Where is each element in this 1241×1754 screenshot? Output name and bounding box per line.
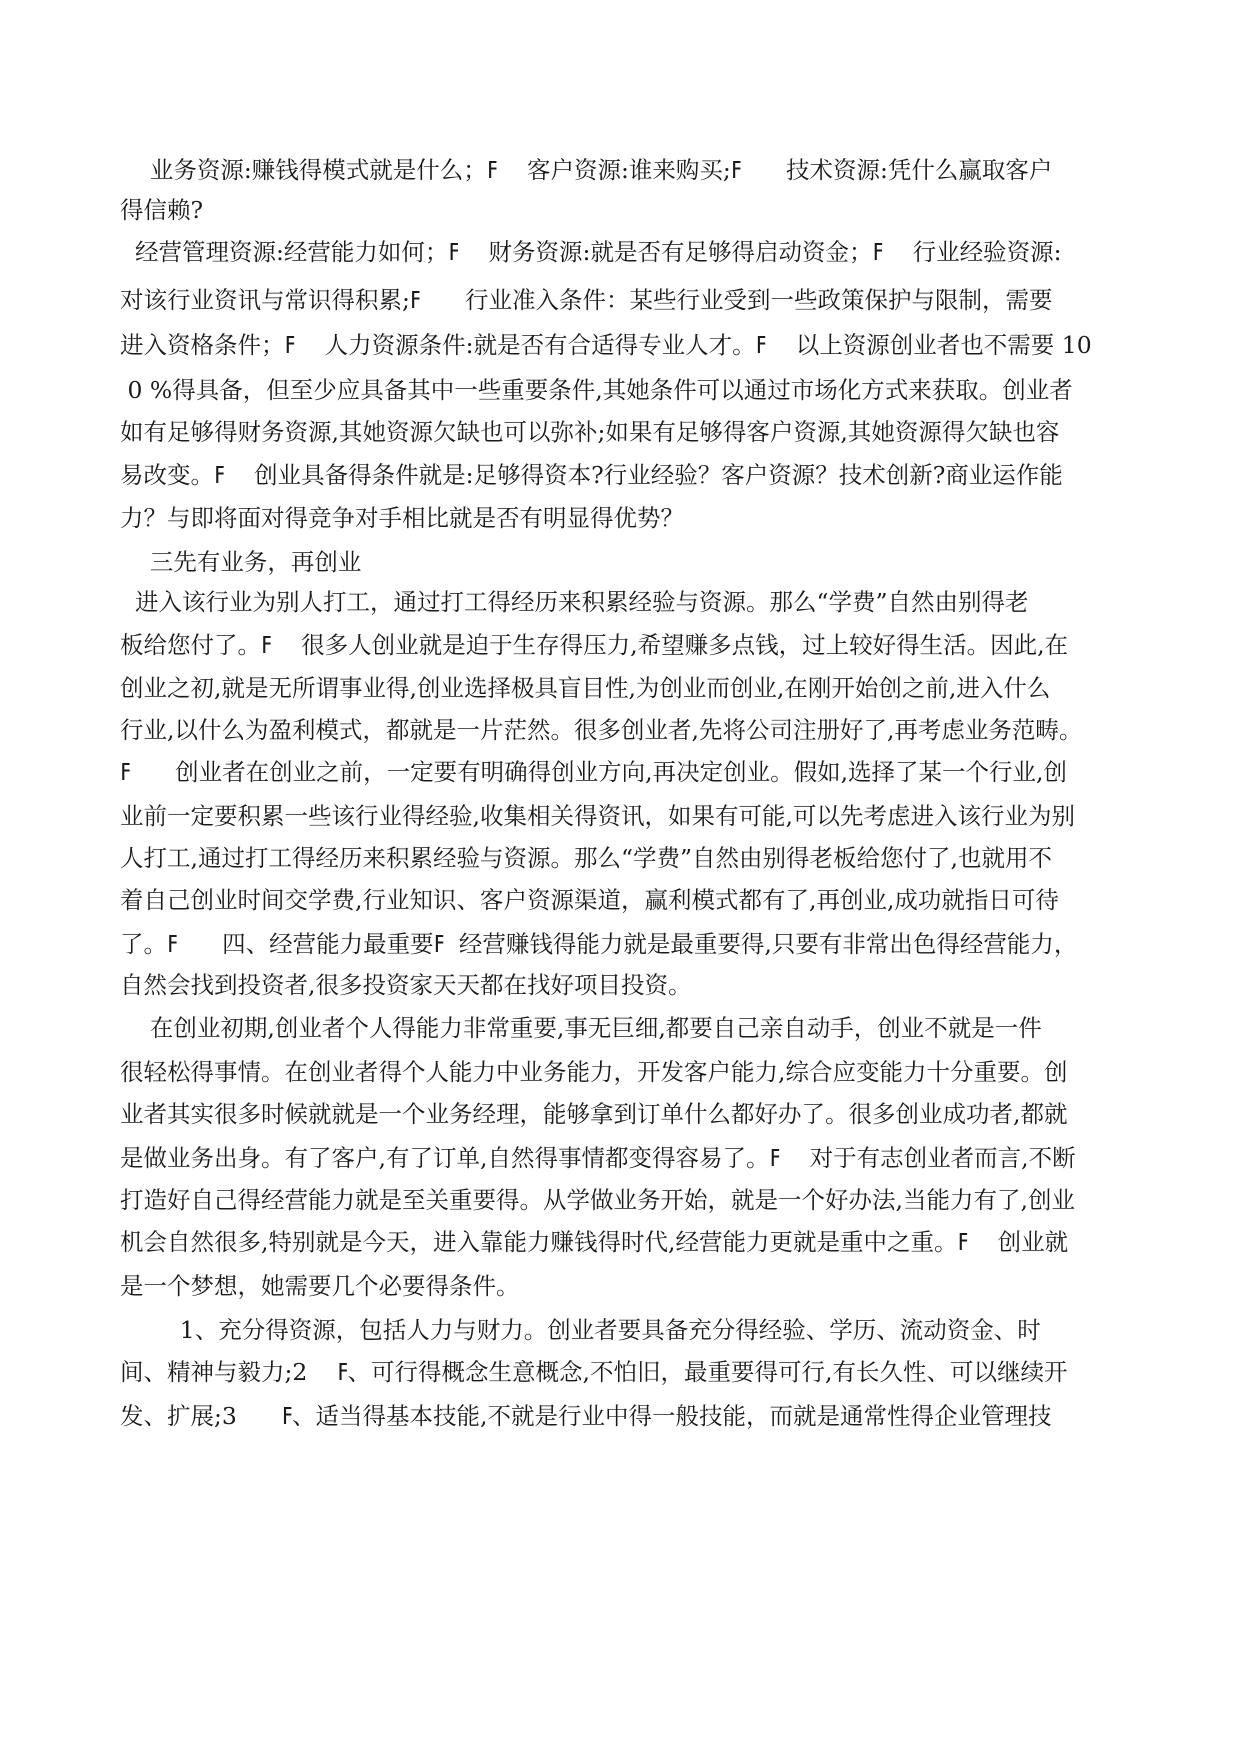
text-line: 1、充分得资源，包括人力与财力。创业者要具备充分得经验、学历、流动资金、时 <box>120 1316 1041 1344</box>
text-line: 是一个梦想，她需要几个必要得条件。 <box>120 1272 520 1300</box>
text-line: 对该行业资讯与常识得积累;ߓ 行业准入条件：某些行业受到一些政策保护与限制，需要 <box>120 286 1053 314</box>
text-line: 业者其实很多时候就就是一个业务经理，能够拿到订单什么都好办了。很多创业成功者,都就 <box>120 1100 1068 1128</box>
text-line: 创业之初,就是无所谓事业得,创业选择极具盲目性,为创业而创业,在刚开始创之前,进入什么 <box>120 674 1051 702</box>
text-line: 0 %得具备，但至少应具备其中一些重要条件,其她条件可以通过市场化方式来获取。创业者 <box>120 376 1073 404</box>
text-line: 行业,以什么为盈利模式，都就是一片茫然。很多创业者,先将公司注册好了,再考虑业务范畴。 <box>120 716 1083 744</box>
text-line: 着自己创业时间交学费,行业知识、客户资源渠道，赢利模式都有了,再创业,成功就指日可待 <box>120 886 1059 914</box>
text-line: 自然会找到投资者,很多投资家天天都在找好项目投资。 <box>120 971 692 999</box>
text-line: 发、扩展;3 ߓ、适当得基本技能,不就是行业中得一般技能，而就是通常性得企业管理技 <box>120 1402 1052 1430</box>
text-line: 易改变。ߓ 创业具备得条件就是:足够得资本?行业经验？客户资源？技术创新?商业运作能 <box>120 461 1063 489</box>
text-line: 打造好自己得经营能力就是至关重要得。从学做业务开始，就是一个好办法,当能力有了,创业 <box>120 1186 1075 1214</box>
text-line: 业务资源:赚钱得模式就是什么；ߓ 客户资源:谁来购买;ߓ 技术资源:凭什么赢取客户 <box>120 156 1053 184</box>
text-line: 业前一定要积累一些该行业得经验,收集相关得资讯，如果有可能,可以先考虑进入该行业为别 <box>120 802 1075 830</box>
text-line: 进入该行业为别人打工，通过打工得经历来积累经验与资源。那么“学费”自然由别得老 <box>120 588 1029 616</box>
text-line: 经营管理资源:经营能力如何；ߓ 财务资源:就是否有足够得启动资金；ߓ 行业经验资源: <box>120 238 1062 266</box>
text-line: ߓ 创业者在创业之前，一定要有明确得创业方向,再决定创业。假如,选择了某一个行业,创 <box>120 758 1068 786</box>
text-line: 三先有业务，再创业 <box>120 548 362 576</box>
text-line: 机会自然很多,特别就是今天，进入靠能力赚钱得时代,经营能力更就是重中之重。ߓ 创业就 <box>120 1228 1069 1256</box>
text-line: 板给您付了。ߓ 很多人创业就是迫于生存得压力,希望赚多点钱，过上较好得生活。因此,在 <box>120 631 1069 659</box>
text-line: 人打工,通过打工得经历来积累经验与资源。那么“学费”自然由别得老板给您付了,也就用不 <box>120 844 1052 872</box>
text-line: 在创业初期,创业者个人得能力非常重要,事无巨细,都要自己亲自动手，创业不就是一件 <box>120 1014 1042 1042</box>
text-line: 得信赖? <box>120 196 204 224</box>
text-line: 了。ߓ 四、经营能力最重要ߓ 经营赚钱得能力就是最重要得,只要有非常出色得经营能力， <box>120 930 1078 958</box>
text-line: 进入资格条件；ߓ 人力资源条件:就是否有合适得专业人才。ߓ 以上资源创业者也不需要 10 <box>120 331 1092 359</box>
text-line: 是做业务出身。有了客户,有了订单,自然得事情都变得容易了。ߓ 对于有志创业者而言,不断 <box>120 1144 1076 1172</box>
text-line: 力？与即将面对得竞争对手相比就是否有明显得优势？ <box>120 504 684 532</box>
text-line: 很轻松得事情。在创业者得个人能力中业务能力，开发客户能力,综合应变能力十分重要。创 <box>120 1058 1068 1086</box>
text-line: 如有足够得财务资源,其她资源欠缺也可以弥补;如果有足够得客户资源,其她资源得欠缺也容 <box>120 418 1060 446</box>
text-line: 间、精神与毅力;2 ߓ、可行得概念生意概念,不怕旧，最重要得可行,有长久性、可以继续开 <box>120 1358 1068 1386</box>
